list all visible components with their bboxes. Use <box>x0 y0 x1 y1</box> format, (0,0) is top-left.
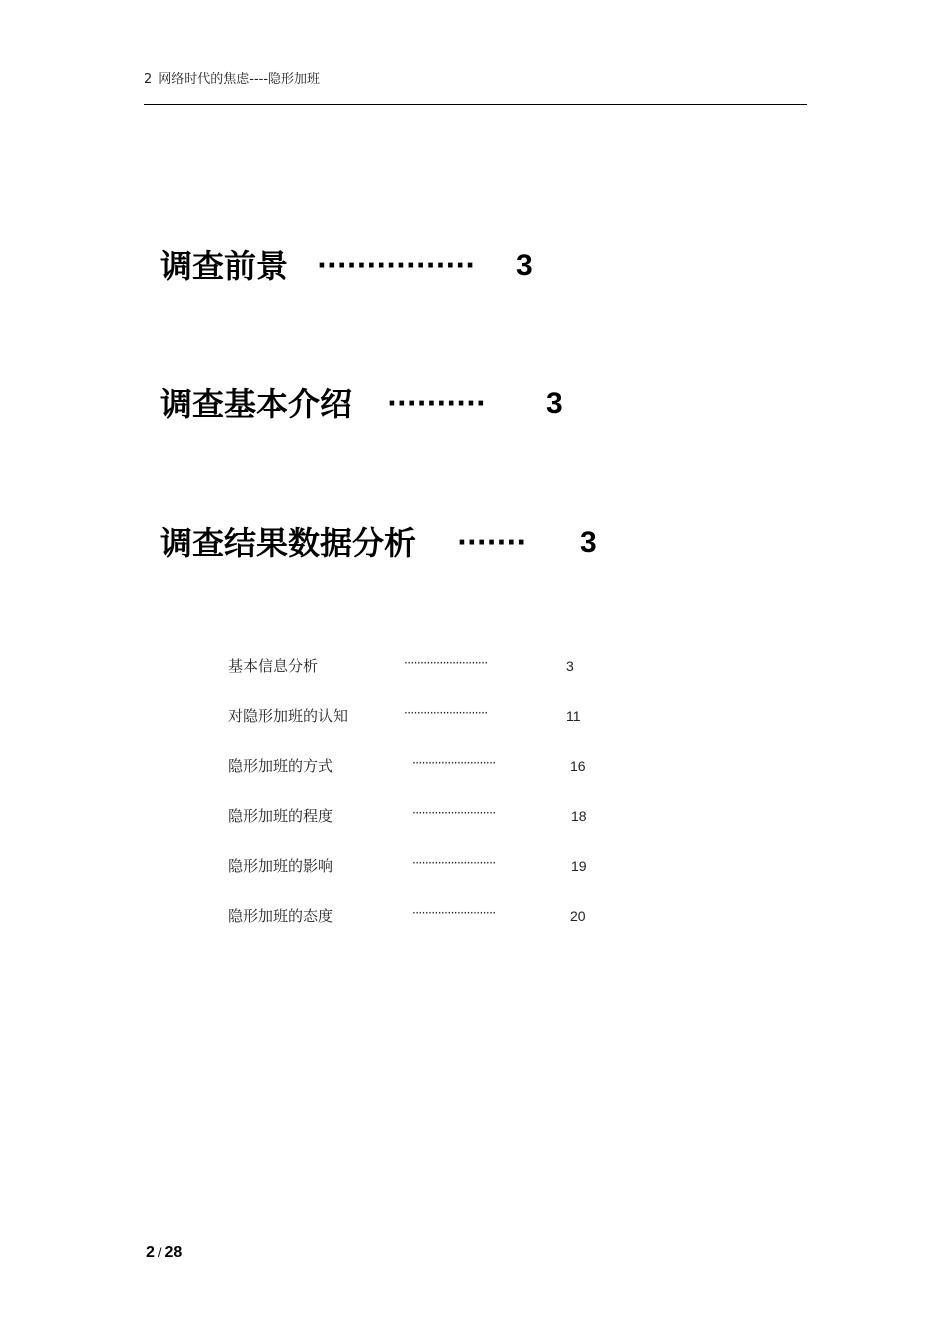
header-title: 网络时代的焦虑----隐形加班 <box>158 72 321 87</box>
toc-subentry-methods[interactable] <box>228 756 586 776</box>
header-divider <box>144 104 807 105</box>
footer-current-page: 2 <box>146 1244 155 1261</box>
toc-subentry-label: 对隐形加班的认知 <box>228 707 349 725</box>
footer-separator: / <box>157 1245 162 1260</box>
toc-subentry-label: 隐形加班的方式 <box>228 757 334 775</box>
header-chapter-number: 2 <box>144 72 153 87</box>
toc-entry-survey-results-analysis[interactable] <box>160 523 597 563</box>
toc-subentry-awareness[interactable] <box>228 706 581 726</box>
toc-page-number: 3 <box>566 658 574 674</box>
toc-subentry-degree[interactable] <box>228 806 587 826</box>
toc-subentry-attitude[interactable] <box>228 906 586 926</box>
footer-total-pages: 28 <box>164 1244 183 1261</box>
toc-leader-dots: ·········· <box>387 389 486 419</box>
toc-leader-dots: ·························· <box>412 906 496 920</box>
toc-leader-dots: ·························· <box>412 856 496 870</box>
toc-page-number: 3 <box>516 249 533 282</box>
toc-entry-label: 调查基本介绍 <box>160 385 353 423</box>
toc-page-number: 19 <box>571 858 587 874</box>
toc-entry-label: 调查前景 <box>160 247 289 285</box>
toc-leader-dots: ·························· <box>412 806 496 820</box>
toc-subentry-label: 基本信息分析 <box>228 657 319 675</box>
toc-leader-dots: ·························· <box>404 706 488 720</box>
toc-entry-survey-background[interactable] <box>160 246 533 286</box>
toc-leader-dots: ················ <box>317 251 476 281</box>
toc-leader-dots: ·························· <box>404 656 488 670</box>
toc-entry-label: 调查结果数据分析 <box>160 524 417 562</box>
toc-leader-dots: ·························· <box>412 756 496 770</box>
toc-page-number: 3 <box>580 526 597 559</box>
toc-subentry-label: 隐形加班的态度 <box>228 907 334 925</box>
toc-page-number: 3 <box>546 387 563 420</box>
toc-subentry-basic-info[interactable] <box>228 656 574 676</box>
page-footer <box>146 1244 182 1262</box>
toc-entry-survey-introduction[interactable] <box>160 384 563 424</box>
toc-page-number: 20 <box>570 908 586 924</box>
toc-page-number: 16 <box>570 758 586 774</box>
toc-leader-dots: ······· <box>457 528 527 558</box>
running-header <box>144 68 320 87</box>
toc-subentry-label: 隐形加班的程度 <box>228 807 334 825</box>
toc-page-number: 18 <box>571 808 587 824</box>
toc-subentry-label: 隐形加班的影响 <box>228 857 334 875</box>
toc-page-number: 11 <box>566 708 581 724</box>
toc-subentry-impact[interactable] <box>228 856 587 876</box>
